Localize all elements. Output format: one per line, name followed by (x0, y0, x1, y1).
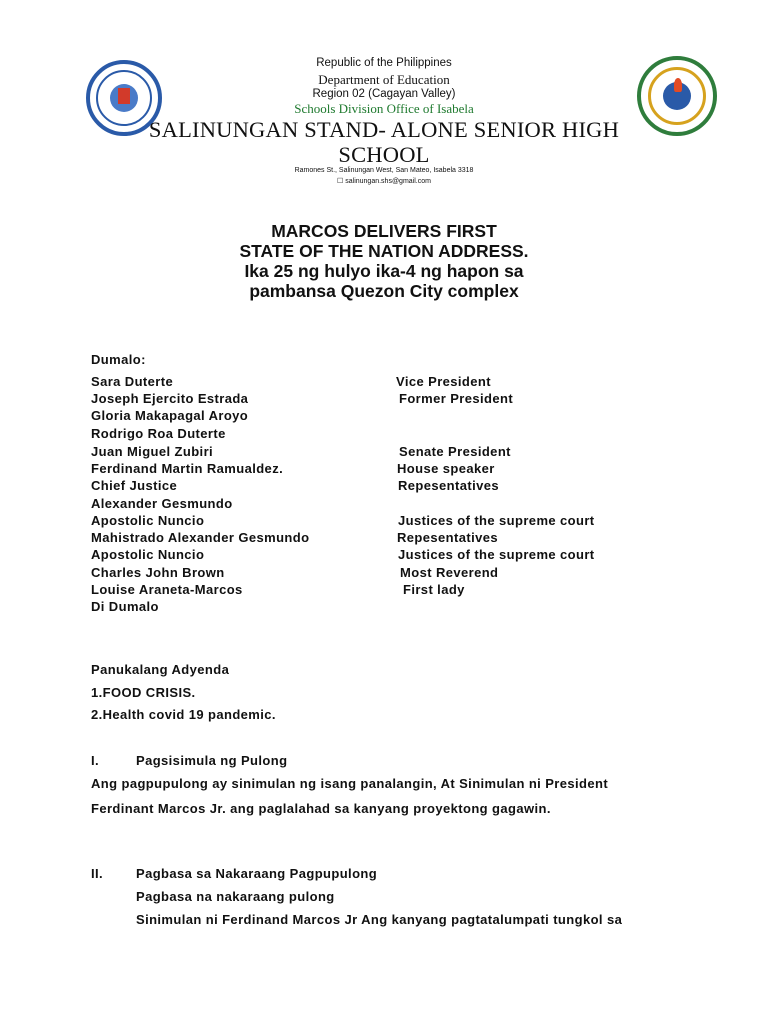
department-line: Department of Education (318, 72, 450, 87)
attendee-role: First lady (403, 582, 465, 597)
section-paragraph-line: Ferdinant Marcos Jr. ang paglalahad sa kanyang proyektong gagawin. (91, 801, 551, 816)
attendee-role: Senate President (399, 444, 511, 459)
attendee-role: Justices of the supreme court (398, 513, 595, 528)
section-numeral: II. (91, 866, 104, 881)
school-email: ☐ salinungan.shs@gmail.com (337, 178, 431, 185)
attendee-name: Apostolic Nuncio (91, 547, 205, 562)
agenda-item: 2.Health covid 19 pandemic. (91, 707, 276, 722)
region-line: Region 02 (Cagayan Valley) (312, 88, 456, 100)
attendee-name: Apostolic Nuncio (91, 513, 205, 528)
attendee-role: Vice President (396, 374, 491, 389)
document-title-line2: STATE OF THE NATION ADDRESS. (239, 241, 529, 261)
school-name-line2: SCHOOL (338, 142, 430, 167)
attendee-role: House speaker (397, 461, 495, 476)
republic-line: Republic of the Philippines (316, 57, 452, 69)
attendee-role: Repesentatives (397, 530, 498, 545)
attendee-role: Former President (399, 391, 514, 406)
section-heading: Pagsisimula ng Pulong (136, 753, 288, 768)
school-name-line1: SALINUNGAN STAND- ALONE SENIOR HIGH (148, 117, 620, 142)
section-line: Sinimulan ni Ferdinand Marcos Jr Ang kanyang pagtatalumpati tungkol sa (136, 912, 623, 927)
section-heading: Pagbasa sa Nakaraang Pagpupulong (136, 866, 378, 881)
attendee-name: Joseph Ejercito Estrada (91, 391, 249, 406)
attendee-name: Di Dumalo (91, 599, 159, 614)
document-title-line4: pambansa Quezon City complex (249, 281, 519, 301)
attendee-name: Charles John Brown (91, 565, 225, 580)
attendee-name: Mahistrado Alexander Gesmundo (91, 530, 310, 545)
attendee-name: Sara Duterte (91, 374, 174, 389)
agenda-label: Panukalang Adyenda (91, 662, 230, 677)
attendee-name: Juan Miguel Zubiri (91, 444, 214, 459)
attendees-label: Dumalo: (91, 352, 146, 367)
attendee-role: Most Reverend (400, 565, 499, 580)
attendee-name: Gloria Makapagal Aroyo (91, 408, 249, 423)
section-numeral: I. (91, 753, 100, 768)
attendee-name: Chief Justice (91, 478, 178, 493)
school-address: Ramones St., Salinungan West, San Mateo, Isabela 3318 (294, 167, 474, 174)
document-title-line3: Ika 25 ng hulyo ika-4 ng hapon sa (244, 261, 524, 281)
attendee-name: Ferdinand Martin Ramualdez. (91, 461, 284, 476)
agenda-item: 1.FOOD CRISIS. (91, 685, 196, 700)
attendee-role: Repesentatives (398, 478, 499, 493)
division-line: Schools Division Office of Isabela (294, 101, 474, 116)
attendee-name: Louise Araneta-Marcos (91, 582, 243, 597)
section-line: Pagbasa na nakaraang pulong (136, 889, 335, 904)
attendee-name: Rodrigo Roa Duterte (91, 426, 226, 441)
document-title-line1: MARCOS DELIVERS FIRST (271, 221, 497, 241)
attendee-name: Alexander Gesmundo (91, 496, 233, 511)
section-paragraph-line: Ang pagpupulong ay sinimulan ng isang panalangin, At Sinimulan ni President (91, 776, 609, 791)
attendee-role: Justices of the supreme court (398, 547, 595, 562)
